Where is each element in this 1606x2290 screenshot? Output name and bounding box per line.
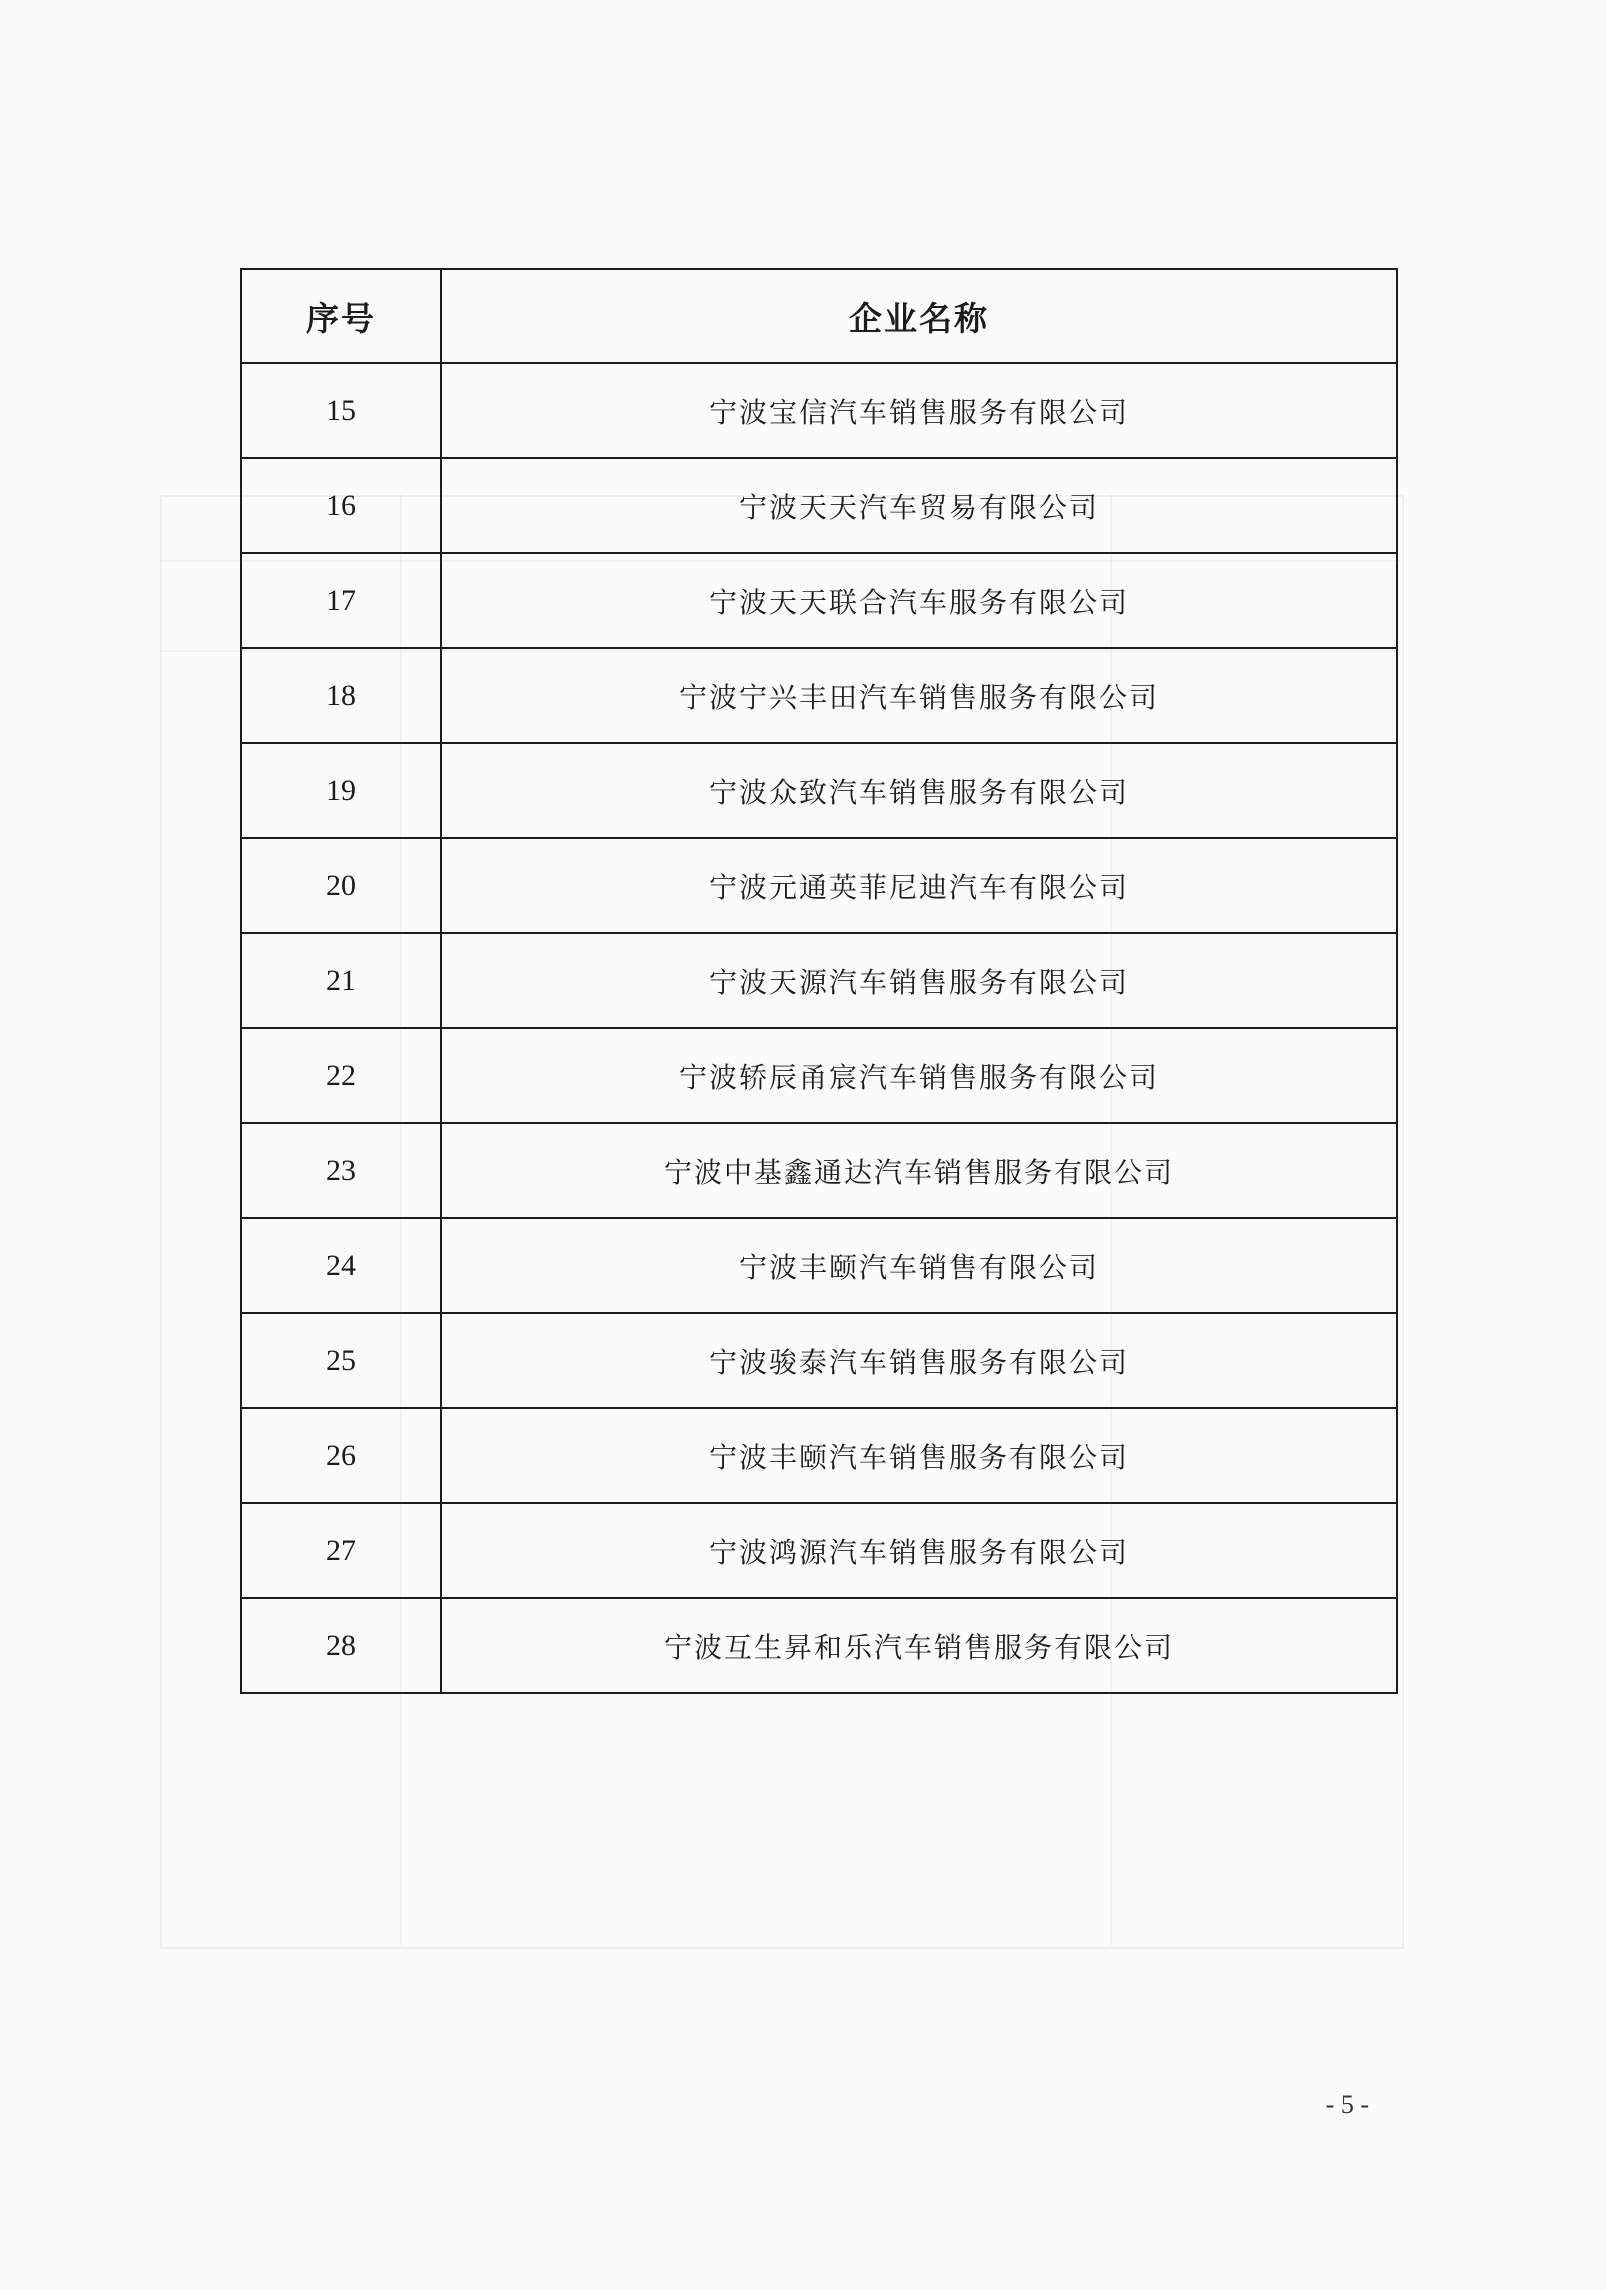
- table-header-row: [241, 269, 1397, 363]
- table-row: [241, 648, 1397, 743]
- row-number: 15: [241, 363, 441, 458]
- company-name: 宁波元通英菲尼迪汽车有限公司: [441, 838, 1397, 933]
- row-number: 23: [241, 1123, 441, 1218]
- row-number: 27: [241, 1503, 441, 1598]
- header-company-name: 企业名称: [441, 269, 1397, 363]
- row-number: 20: [241, 838, 441, 933]
- table-row: [241, 743, 1397, 838]
- company-name: 宁波宝信汽车销售服务有限公司: [441, 363, 1397, 458]
- company-name: 宁波宁兴丰田汽车销售服务有限公司: [441, 648, 1397, 743]
- company-name: 宁波天天联合汽车服务有限公司: [441, 553, 1397, 648]
- company-name: 宁波天天汽车贸易有限公司: [441, 458, 1397, 553]
- row-number: 18: [241, 648, 441, 743]
- company-name: 宁波中基鑫通达汽车销售服务有限公司: [441, 1123, 1397, 1218]
- row-number: 19: [241, 743, 441, 838]
- table-body: [241, 363, 1397, 1693]
- row-number: 28: [241, 1598, 441, 1693]
- company-list-table: [240, 268, 1398, 1694]
- table-row: [241, 933, 1397, 1028]
- table-row: [241, 1123, 1397, 1218]
- company-name: 宁波骏泰汽车销售服务有限公司: [441, 1313, 1397, 1408]
- table-row: [241, 1408, 1397, 1503]
- table-row: [241, 1028, 1397, 1123]
- row-number: 21: [241, 933, 441, 1028]
- row-number: 25: [241, 1313, 441, 1408]
- row-number: 16: [241, 458, 441, 553]
- company-name: 宁波鸿源汽车销售服务有限公司: [441, 1503, 1397, 1598]
- row-number: 24: [241, 1218, 441, 1313]
- table-row: [241, 1503, 1397, 1598]
- company-name: 宁波丰颐汽车销售服务有限公司: [441, 1408, 1397, 1503]
- header-number: 序号: [241, 269, 441, 363]
- page-number: - 5 -: [1325, 2090, 1369, 2119]
- company-name: 宁波互生昇和乐汽车销售服务有限公司: [441, 1598, 1397, 1693]
- table-row: [241, 363, 1397, 458]
- row-number: 22: [241, 1028, 441, 1123]
- company-name: 宁波轿辰甬宸汽车销售服务有限公司: [441, 1028, 1397, 1123]
- company-name: 宁波天源汽车销售服务有限公司: [441, 933, 1397, 1028]
- company-name: 宁波丰颐汽车销售有限公司: [441, 1218, 1397, 1313]
- table-row: [241, 1598, 1397, 1693]
- row-number: 17: [241, 553, 441, 648]
- table-row: [241, 553, 1397, 648]
- table-row: [241, 1313, 1397, 1408]
- company-name: 宁波众致汽车销售服务有限公司: [441, 743, 1397, 838]
- row-number: 26: [241, 1408, 441, 1503]
- table-row: [241, 458, 1397, 553]
- table-row: [241, 1218, 1397, 1313]
- table-row: [241, 838, 1397, 933]
